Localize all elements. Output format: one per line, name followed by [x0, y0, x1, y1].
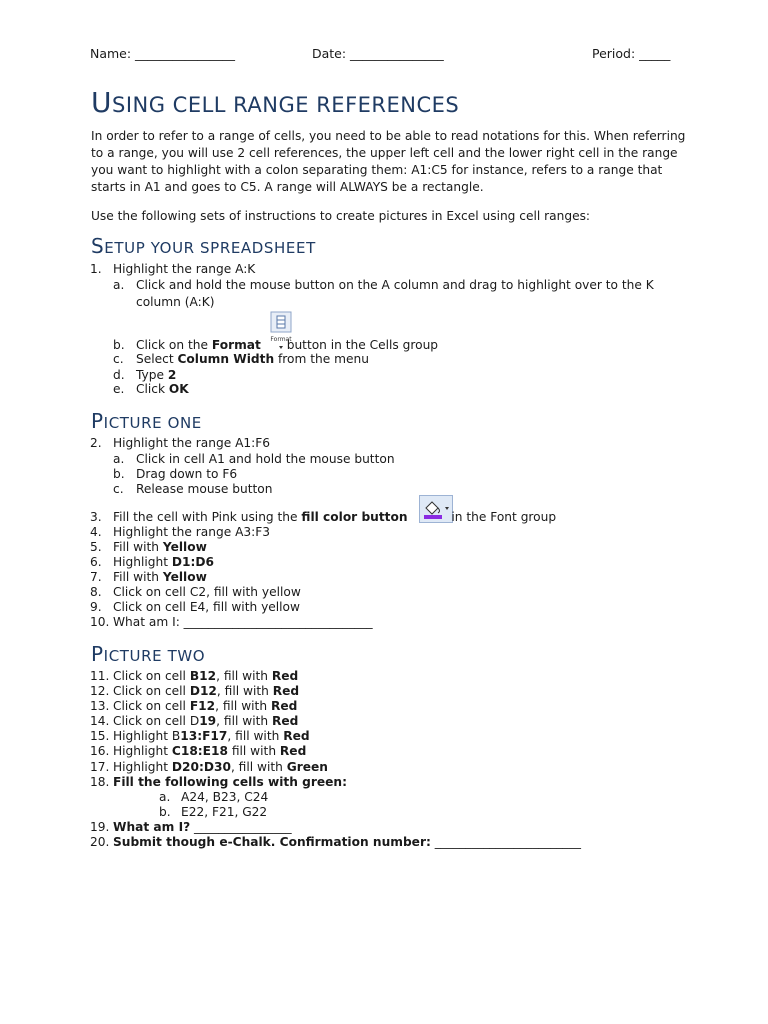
list-letter: a.: [159, 790, 171, 804]
instructions-paragraph: Use the following sets of instructions to create pictures in Excel using cell ranges:: [91, 209, 591, 223]
section-heading-picture-one: PICTURE ONE: [91, 409, 202, 433]
list-number: 11.: [90, 669, 110, 683]
list-item-continued: column (A:K): [136, 295, 215, 309]
list-item: Highlight B13:F17, fill with Red: [113, 729, 310, 743]
list-letter: c.: [113, 482, 124, 496]
list-number: 19.: [90, 820, 110, 834]
list-number: 7.: [90, 570, 102, 584]
list-number: 4.: [90, 525, 102, 539]
list-item: Release mouse button: [136, 482, 273, 496]
confirmation-number-field[interactable]: Submit though e-Chalk. Confirmation number: ________________________: [113, 835, 581, 849]
list-item: Fill with Yellow: [113, 570, 207, 584]
list-item: E22, F21, G22: [181, 805, 268, 819]
list-item: Highlight C18:E18 fill with Red: [113, 744, 307, 758]
list-number: 12.: [90, 684, 110, 698]
list-item: Select Column Width from the menu: [136, 352, 369, 366]
list-number: 9.: [90, 600, 102, 614]
list-number: 2.: [90, 436, 102, 450]
list-item: Fill the following cells with green:: [113, 775, 347, 789]
section-heading-setup: SETUP YOUR SPREADSHEET: [91, 234, 316, 258]
list-letter: c.: [113, 352, 124, 366]
list-number: 15.: [90, 729, 110, 743]
list-number: 16.: [90, 744, 110, 758]
list-letter: b.: [113, 338, 125, 352]
list-item: Click on cell D12, fill with Red: [113, 684, 300, 698]
what-am-i-answer-field[interactable]: What am I? ________________: [113, 820, 292, 834]
list-item: Click on cell D19, fill with Red: [113, 714, 299, 728]
list-number: 1.: [90, 262, 102, 276]
list-letter: b.: [159, 805, 171, 819]
section-heading-picture-two: PICTURE TWO: [91, 642, 206, 666]
list-letter: a.: [113, 278, 125, 292]
list-number: 13.: [90, 699, 110, 713]
list-number: 8.: [90, 585, 102, 599]
what-am-i-answer-field[interactable]: What am I: _______________________________: [113, 615, 373, 629]
list-number: 10.: [90, 615, 110, 629]
page-title: USING CELL RANGE REFERENCES: [91, 86, 460, 119]
list-number: 17.: [90, 760, 110, 774]
list-item: Click and hold the mouse button on the A column and drag to highlight over to the K: [136, 278, 654, 292]
name-field[interactable]: Name: ________________: [90, 46, 236, 61]
list-number: 14.: [90, 714, 110, 728]
list-number: 5.: [90, 540, 102, 554]
list-item: Click on cell E4, fill with yellow: [113, 600, 300, 614]
list-item: Fill the cell with Pink using the fill color button in the Font group: [113, 510, 557, 524]
date-field[interactable]: Date: _______________: [312, 46, 444, 61]
list-item: Type 2: [136, 368, 177, 382]
period-field[interactable]: Period: _____: [592, 46, 671, 61]
list-item: Click in cell A1 and hold the mouse button: [136, 452, 395, 466]
list-number: 18.: [90, 775, 110, 789]
list-number: 6.: [90, 555, 102, 569]
list-item: Highlight D1:D6: [113, 555, 214, 569]
list-number: 3.: [90, 510, 102, 524]
list-item: Highlight the range A:K: [113, 262, 256, 276]
list-item: Click on the Format button in the Cells group: [136, 338, 439, 352]
list-letter: b.: [113, 467, 125, 481]
format-icon-label: Format: [270, 336, 292, 343]
list-item: Click on cell F12, fill with Red: [113, 699, 298, 713]
list-item: A24, B23, C24: [181, 790, 269, 804]
list-letter: d.: [113, 368, 125, 382]
list-number: 20.: [90, 835, 110, 849]
list-item: Click on cell B12, fill with Red: [113, 669, 299, 683]
list-item: Fill with Yellow: [113, 540, 207, 554]
list-letter: e.: [113, 382, 125, 396]
list-letter: a.: [113, 452, 125, 466]
list-item: Click OK: [136, 382, 189, 396]
list-item: Drag down to F6: [136, 467, 238, 481]
list-item: Click on cell C2, fill with yellow: [113, 585, 301, 599]
intro-paragraph: In order to refer to a range of cells, you need to be able to read notations for this. When referring to a range, you will use 2 cell references, the upper left cell and the lower right cell in the range you want to highlight with a colon separating them: A1:C5 for instance, refers to a range that starts in A1 and goes to C5. A range will ALWAYS be a rectangle.: [91, 129, 686, 194]
list-item: Highlight D20:D30, fill with Green: [113, 760, 328, 774]
list-item: Highlight the range A1:F6: [113, 436, 271, 450]
list-item: Highlight the range A3:F3: [113, 525, 271, 539]
